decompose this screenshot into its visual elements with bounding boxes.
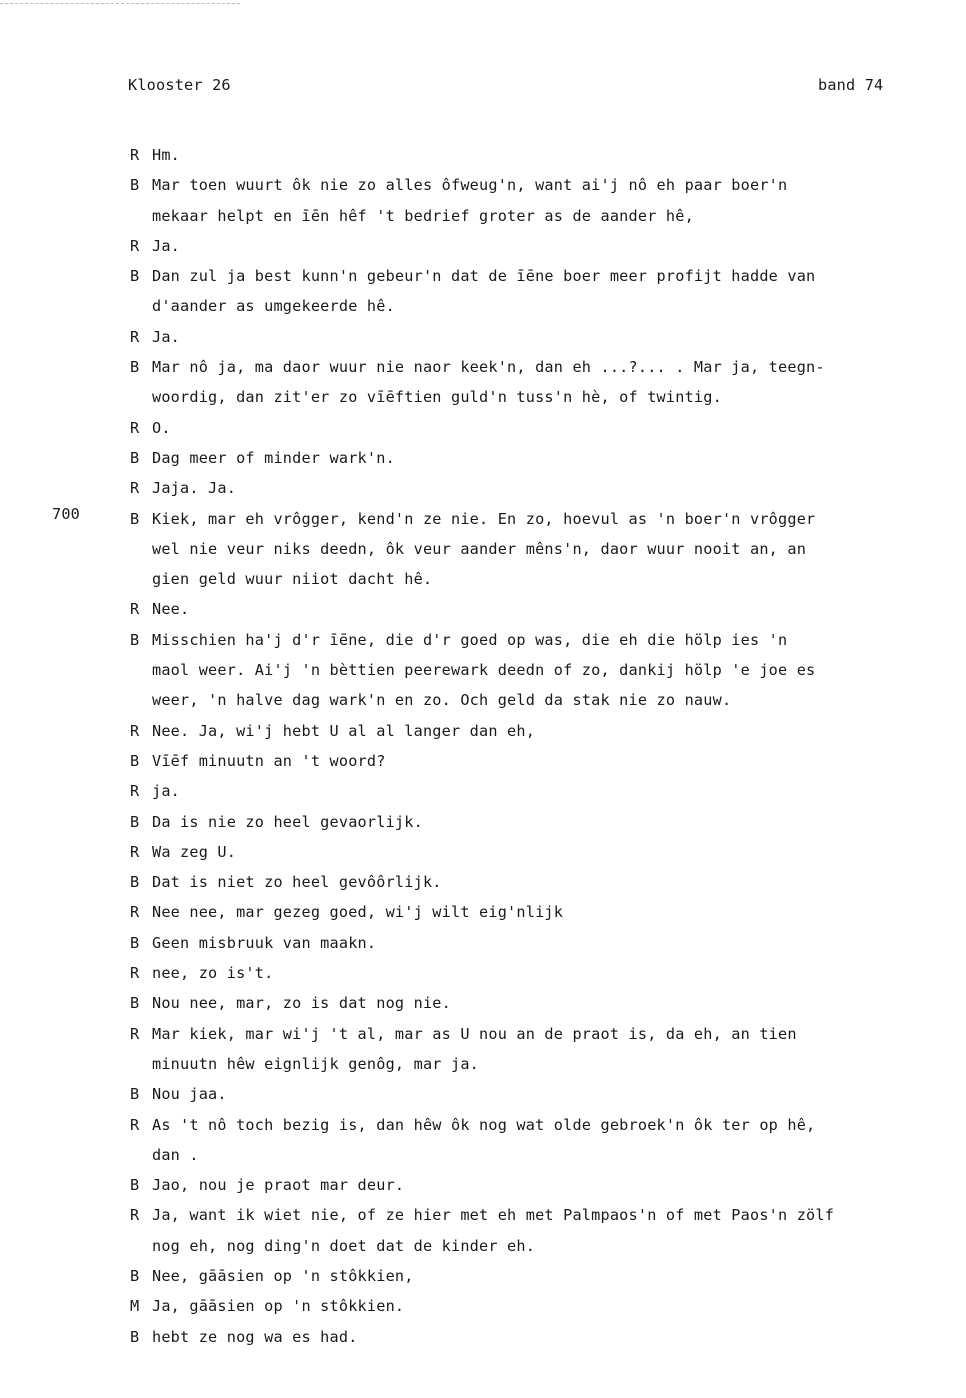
utterance-text: As 't nô toch bezig is, dan hêw ôk nog wat olde gebroek'n ôk ter op hê, dan . (152, 1115, 816, 1164)
speaker-label: B (130, 1266, 140, 1285)
transcript-entry (130, 170, 950, 231)
speaker-label: B (130, 267, 140, 286)
speaker-label: B (130, 994, 140, 1013)
utterance-text: Dan zul ja best kunn'n gebeur'n dat de īēne boer meer profijt hadde van d'aander as umgekeerde hê. (152, 267, 816, 316)
speaker-label: B (130, 1176, 140, 1195)
utterance-text: Ja, gāāsien op 'n stôkkien. (152, 1297, 405, 1316)
utterance-text: Misschien ha'j d'r īēne, die d'r goed op was, die eh die hölp ies 'n maol weer. Ai'j 'n bèttien peerewark deedn of zo, dankij hölp 'e joe es weer, 'n halve dag wark'n en zo. Och geld da stak nie zo nauw. (152, 630, 816, 710)
speaker-label: R (130, 842, 140, 861)
transcript-entry (130, 807, 950, 837)
transcript-entry (130, 1019, 950, 1080)
transcript-entry (130, 352, 950, 413)
speaker-label: R (130, 1024, 140, 1043)
utterance-text: Jao, nou je praot mar deur. (152, 1176, 405, 1195)
transcript-entry (130, 1200, 950, 1261)
speaker-label: R (130, 964, 140, 983)
speaker-label: B (130, 1327, 140, 1346)
transcript-entry (130, 958, 950, 988)
speaker-label: R (130, 1206, 140, 1225)
transcript-entry (130, 897, 950, 927)
utterance-text: Ja, want ik wiet nie, of ze hier met eh met Palmpaos'n of met Paos'n zölf nog eh, nog ding'n doet dat de kinder eh. (152, 1206, 835, 1255)
utterance-text: Ja. (152, 236, 181, 255)
transcript-entry (130, 1110, 950, 1171)
utterance-text: Hm. (152, 146, 181, 164)
utterance-text: Wa zeg U. (152, 842, 237, 861)
top-edge-rule (0, 3, 240, 4)
utterance-text: Dag meer of minder wark'n. (152, 448, 395, 467)
transcript-entry (130, 867, 950, 897)
speaker-label: R (130, 418, 140, 437)
utterance-text: Nee. Ja, wi'j hebt U al al langer dan eh, (152, 721, 536, 740)
speaker-label: R (130, 782, 140, 801)
utterance-text: Nee, gāāsien op 'n stôkkien, (152, 1266, 414, 1285)
header-left: Klooster 26 (128, 76, 231, 94)
transcript-entry (130, 988, 950, 1018)
speaker-label: R (130, 903, 140, 922)
transcript-entry (130, 1291, 950, 1321)
speaker-label: R (130, 721, 140, 740)
utterance-text: nee, zo is't. (152, 964, 274, 983)
speaker-label: R (130, 146, 140, 164)
speaker-label: B (130, 358, 140, 377)
transcript-entry (130, 837, 950, 867)
transcript-entry (130, 322, 950, 352)
speaker-label: B (130, 176, 140, 195)
speaker-label: B (130, 509, 140, 528)
transcript-entry (130, 746, 950, 776)
transcript-entry (130, 1079, 950, 1109)
utterance-text: Mar toen wuurt ôk nie zo alles ôfweug'n, want ai'j nô eh paar boer'n mekaar helpt en īēn hêf 't bedrief groter as de aander hê, (152, 176, 788, 225)
utterance-text: Vīēf minuutn an 't woord? (152, 751, 386, 770)
transcript-entry (130, 594, 950, 624)
margin-line-number: 700 (52, 505, 81, 523)
utterance-text: Nee. (152, 600, 190, 619)
speaker-label: B (130, 751, 140, 770)
transcript-entry (130, 625, 950, 716)
speaker-label: R (130, 236, 140, 255)
utterance-text: O. (152, 418, 171, 437)
utterance-text: Mar kiek, mar wi'j 't al, mar as U nou an de praot is, da eh, an tien minuutn hêw eignlijk genôg, mar ja. (152, 1024, 797, 1073)
utterance-text: Kiek, mar eh vrôgger, kend'n ze nie. En zo, hoevul as 'n boer'n vrôgger wel nie veur niks deedn, ôk veur aander mêns'n, daor wuur nooit an, an gien geld wuur niiot dacht hê. (152, 509, 816, 589)
speaker-label: B (130, 812, 140, 831)
utterance-text: Geen misbruuk van maakn. (152, 933, 377, 952)
transcript-entry (130, 776, 950, 806)
transcript-entry (130, 261, 950, 322)
transcript-entry (130, 1261, 950, 1291)
speaker-label: B (130, 873, 140, 892)
utterance-text: ja. (152, 782, 181, 801)
utterance-text: Da is nie zo heel gevaorlijk. (152, 812, 423, 831)
transcript-entry (130, 231, 950, 261)
speaker-label: B (130, 1085, 140, 1104)
utterance-text: Mar nô ja, ma daor wuur nie naor keek'n, dan eh ...?... . Mar ja, teegn- woordig, dan zit'er zo vīēftien guld'n tuss'n hè, of twintig. (152, 358, 825, 407)
speaker-label: B (130, 448, 140, 467)
speaker-label: R (130, 479, 140, 498)
speaker-label: R (130, 600, 140, 619)
utterance-text: hebt ze nog wa es had. (152, 1327, 358, 1346)
utterance-text: Nou jaa. (152, 1085, 227, 1104)
transcript-entry (130, 504, 950, 595)
speaker-label: B (130, 630, 140, 649)
utterance-text: Nee nee, mar gezeg goed, wi'j wilt eig'nlijk (152, 903, 564, 922)
utterance-text: Ja. (152, 327, 181, 346)
transcript-entry (130, 928, 950, 958)
utterance-text: Jaja. Ja. (152, 479, 237, 498)
speaker-label: B (130, 933, 140, 952)
transcript-entry (130, 1322, 950, 1352)
speaker-label: R (130, 1115, 140, 1134)
utterance-text: Nou nee, mar, zo is dat nog nie. (152, 994, 451, 1013)
transcript-entry (130, 413, 950, 443)
transcript-entry (130, 443, 950, 473)
utterance-text: Dat is niet zo heel gevôôrlijk. (152, 873, 442, 892)
transcript (130, 140, 950, 1352)
header-right: band 74 (818, 76, 884, 94)
transcript-entry (130, 140, 950, 170)
transcript-entry (130, 473, 950, 503)
transcript-entry (130, 716, 950, 746)
speaker-label: M (130, 1297, 140, 1316)
transcript-entry (130, 1170, 950, 1200)
speaker-label: R (130, 327, 140, 346)
